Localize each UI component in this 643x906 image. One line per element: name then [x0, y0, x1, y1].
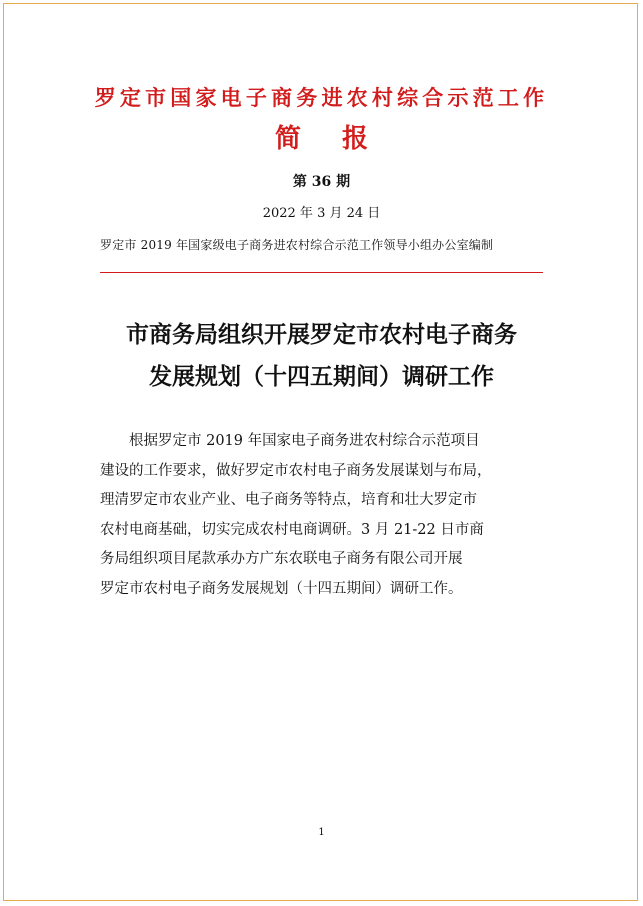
bulletin-header-title: 罗定市国家电子商务进农村综合示范工作 [94, 85, 549, 110]
article-title-line: 发展规划（十四五期间）调研工作 [149, 364, 494, 390]
body-line: 农村电商基础，切实完成农村电商调研。3 月 21-22 日市商 [100, 521, 484, 538]
article-title-line: 市商务局组织开展罗定市农村电子商务 [126, 322, 517, 348]
issue-number: 第 36 期 [292, 174, 351, 190]
red-divider [100, 272, 543, 273]
article-title [0, 314, 643, 398]
body-line: 根据罗定市 2019 年国家电子商务进农村综合示范项目 [100, 433, 480, 449]
body-line: 罗定市农村电子商务发展规划（十四五期间）调研工作。 [100, 580, 463, 597]
bulletin-header-subtitle: 简 报 [274, 124, 385, 154]
body-line: 建设的工作要求，做好罗定市农村电子商务发展谋划与布局， [100, 462, 492, 479]
body-line: 理清罗定市农业产业、电子商务等特点，培育和壮大罗定市 [100, 492, 477, 508]
issue-date: 2022 年 3 月 24 日 [262, 206, 381, 221]
editor-line: 罗定市 2019 年国家级电子商务进农村综合示范工作领导小组办公室编制 [100, 238, 494, 252]
body-line: 务局组织项目尾款承办方广东农联电子商务有限公司开展 [100, 551, 463, 567]
article-body [100, 427, 543, 604]
page-number: 1 [318, 827, 325, 838]
